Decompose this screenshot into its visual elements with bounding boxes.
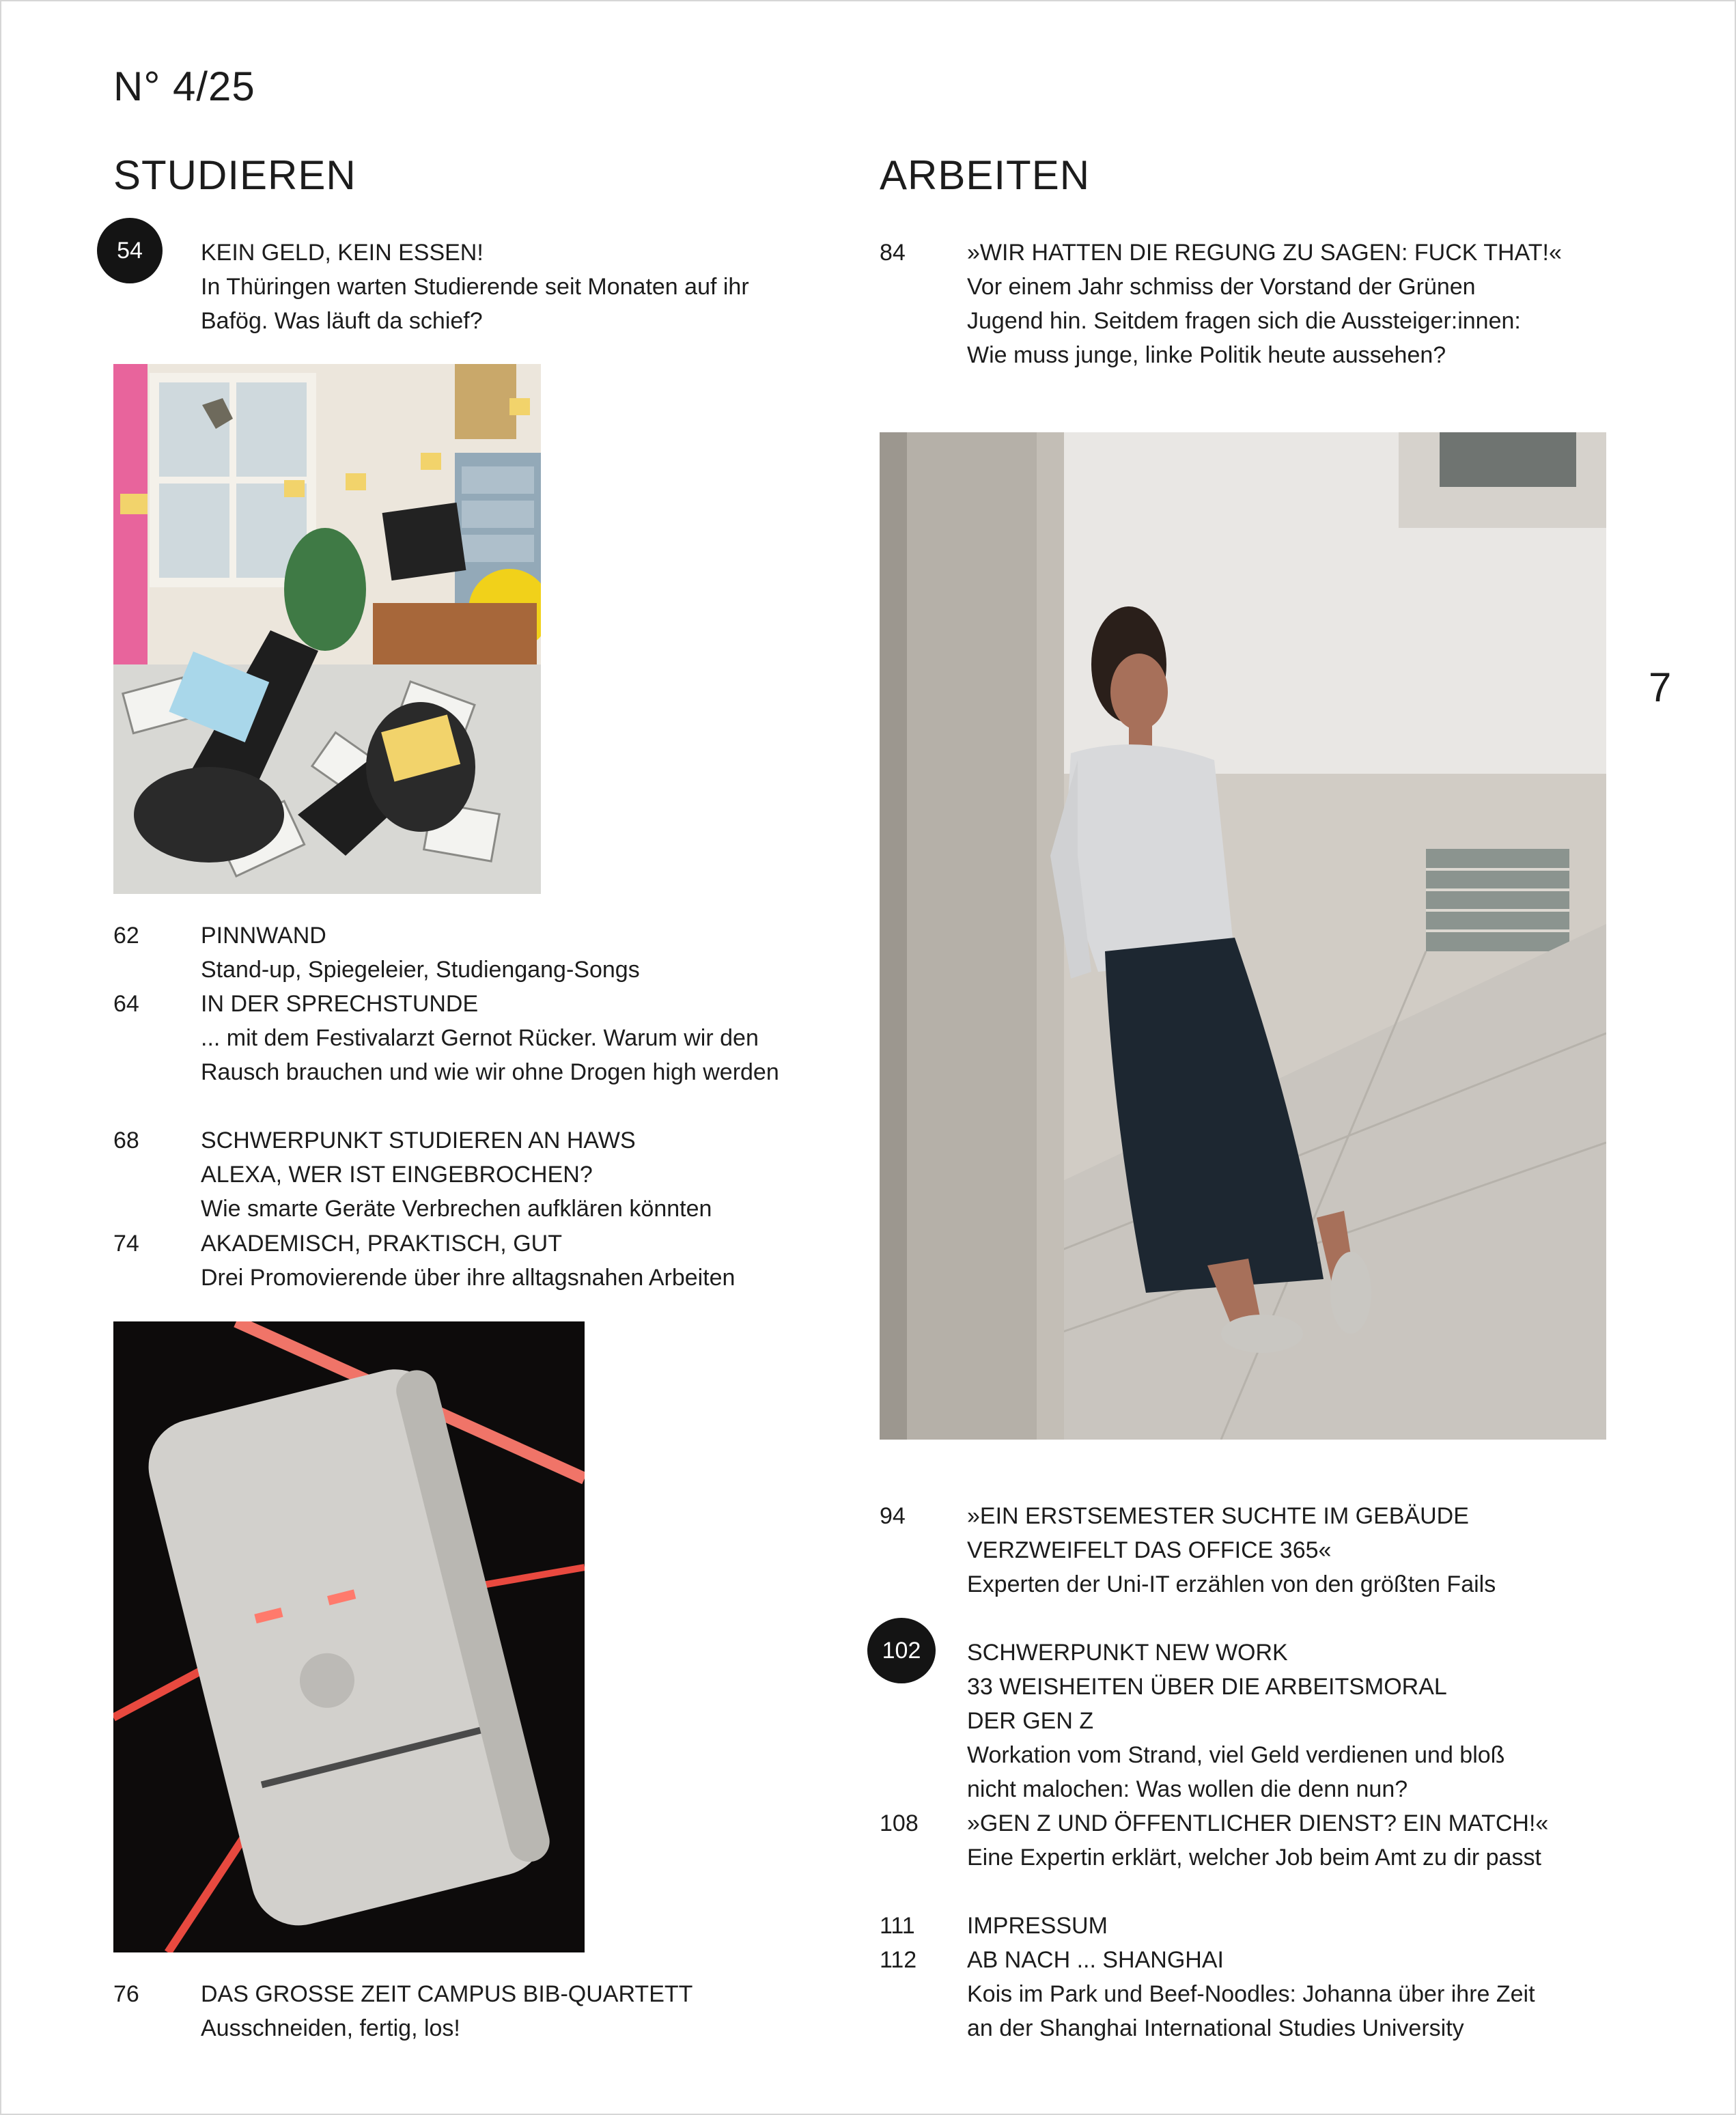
entry-teaser-line: Stand-up, Spiegeleier, Studiengang-Songs (201, 957, 640, 983)
entry-teaser-line: In Thüringen warten Studierende seit Monaten auf ihr (201, 274, 749, 300)
entry-teaser-line: Bafög. Was läuft da schief? (201, 308, 483, 334)
entry-teaser-line: Ausschneiden, fertig, los! (201, 2015, 460, 2041)
entry-headline: »WIR HATTEN DIE REGUNG ZU SAGEN: FUCK THAT!« (967, 240, 1562, 266)
entry-headline: »EIN ERSTSEMESTER SUCHTE IM GEBÄUDE (967, 1503, 1469, 1529)
page-ref: 76 (113, 1981, 139, 2007)
entry-text (201, 1227, 850, 1295)
page-ref: 111 (880, 1913, 915, 1939)
page-ref: 94 (880, 1503, 906, 1529)
entry-text (201, 1977, 850, 2045)
illustration-smart-device (113, 1321, 585, 1952)
entry-text (967, 1943, 1616, 2045)
entry-text (967, 1806, 1616, 1875)
entry-headline: ALEXA, WER IST EINGEBROCHEN? (201, 1162, 593, 1188)
entry-text (967, 1499, 1616, 1601)
entry-teaser-line: an der Shanghai International Studies University (967, 2015, 1464, 2041)
entry-text (201, 987, 850, 1089)
entry-text (201, 236, 850, 338)
entry-text (967, 236, 1616, 372)
page-ref: 84 (880, 240, 906, 266)
entry-teaser-line: Drei Promovierende über ihre alltagsnahen Arbeiten (201, 1265, 736, 1291)
entry-teaser-line: ... mit dem Festivalarzt Gernot Rücker. Warum wir den (201, 1025, 759, 1051)
entry-focus-label: SCHWERPUNKT STUDIEREN AN HAWS (201, 1127, 636, 1153)
page-badge: 102 (867, 1618, 936, 1683)
entry-text (967, 1636, 1616, 1806)
page-number: 7 (1649, 664, 1672, 710)
illustration-bafoeg-office (113, 364, 541, 894)
entry-teaser-line: Vor einem Jahr schmiss der Vorstand der Grünen (967, 274, 1476, 300)
entry-headline: PINNWAND (201, 923, 326, 949)
page-ref: 64 (113, 991, 139, 1017)
entry-teaser-line: Eine Expertin erklärt, welcher Job beim Amt zu dir passt (967, 1845, 1541, 1871)
entry-headline: 33 WEISHEITEN ÜBER DIE ARBEITSMORAL (967, 1674, 1447, 1700)
entry-headline: »GEN Z UND ÖFFENTLICHER DIENST? EIN MATCH!« (967, 1810, 1549, 1836)
entry-headline: DAS GROSSE ZEIT CAMPUS BIB-QUARTETT (201, 1981, 693, 2007)
entry-text (201, 919, 850, 987)
entry-text (201, 1123, 850, 1226)
section-title-studieren: STUDIEREN (113, 152, 356, 198)
entry-headline: AKADEMISCH, PRAKTISCH, GUT (201, 1231, 562, 1257)
entry-headline: KEIN GELD, KEIN ESSEN! (201, 240, 484, 266)
entry-headline: AB NACH ... SHANGHAI (967, 1947, 1224, 1973)
entry-headline: VERZWEIFELT DAS OFFICE 365« (967, 1537, 1332, 1563)
entry-teaser-line: Wie smarte Geräte Verbrechen aufklären könnten (201, 1196, 712, 1222)
page-ref: 74 (113, 1231, 139, 1257)
entry-teaser-line: Rausch brauchen und wie wir ohne Drogen high werden (201, 1059, 779, 1085)
entry-teaser-line: nicht malochen: Was wollen die denn nun? (967, 1776, 1408, 1802)
section-title-arbeiten: ARBEITEN (880, 152, 1091, 198)
page-ref: 112 (880, 1947, 917, 1973)
entry-teaser-line: Experten der Uni-IT erzählen von den größten Fails (967, 1571, 1496, 1597)
entry-headline: DER GEN Z (967, 1708, 1094, 1734)
entry-focus-label: SCHWERPUNKT NEW WORK (967, 1640, 1288, 1666)
page-ref: 68 (113, 1127, 139, 1153)
page-ref: 62 (113, 923, 139, 949)
issue-number: N° 4/25 (113, 64, 255, 109)
page-ref: 108 (880, 1810, 919, 1836)
page-badge: 54 (97, 218, 163, 283)
entry-text (967, 1909, 1616, 1943)
photo-woman-leaning-on-pillar (880, 432, 1606, 1440)
entry-teaser-line: Kois im Park und Beef-Noodles: Johanna über ihre Zeit (967, 1981, 1535, 2007)
entry-teaser-line: Jugend hin. Seitdem fragen sich die Aussteiger:innen: (967, 308, 1521, 334)
entry-teaser-line: Workation vom Strand, viel Geld verdienen und bloß (967, 1742, 1505, 1768)
entry-teaser-line: Wie muss junge, linke Politik heute aussehen? (967, 342, 1446, 368)
entry-headline: IN DER SPRECHSTUNDE (201, 991, 479, 1017)
entry-headline: IMPRESSUM (967, 1913, 1108, 1939)
